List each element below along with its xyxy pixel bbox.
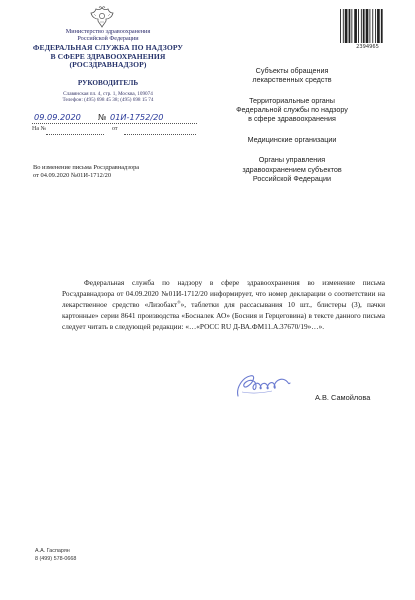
address-line: Славянская пл. 4, стр. 1, Москва, 109074 [63, 91, 153, 97]
barcode-bar [381, 9, 383, 43]
ministry-line: Российской Федерации [77, 35, 139, 43]
barcode-bar [369, 9, 370, 43]
signer-name: А.В. Самойлова [315, 393, 371, 402]
registration-line: 09.09.2020 № 01И-1752/20 [32, 112, 197, 124]
registration-date: 09.09.2020 [34, 112, 81, 122]
subject-line: Во изменение письма Росздравнадзора [33, 164, 140, 171]
service-name [28, 44, 188, 70]
service-line: (РОСЗДРАВНАДЗОР) [69, 60, 147, 70]
barcode-bar [343, 9, 344, 43]
addressee-item: Территориальные органы Федеральной службы по надзору в сфере здравоохранения [236, 95, 348, 124]
addressee-item: Медицинские организации [247, 134, 337, 144]
reference-number-label: На № [32, 126, 47, 132]
coat-of-arms-emblem-icon [90, 6, 114, 28]
barcode-bar [349, 9, 351, 43]
barcode-bar [377, 9, 380, 43]
letter-body: Федеральная служба по надзору в сфере здравоохранения во изменение письма Росздравнадзора от 04.09.2020 №01И-1712/20 информирует, что номер декларации о соответствии на лекарственное средство «Лизобакт®», таблетки для рассасывания 10 шт., блистеры (3), пачки картонные» серии 8641 производства «Босналек АО» (Босния и Герцеговина) в тексте данного письма следует читать в следующей редакции: «…«РОСС RU Д-ВА.ФМ11.А.37670/19»…». [62, 278, 386, 331]
barcode-bar [345, 9, 348, 43]
barcode-bar [366, 9, 369, 43]
ministry-name [28, 28, 188, 42]
head-title: РУКОВОДИТЕЛЬ [77, 79, 139, 87]
reference-date-label: от [112, 126, 118, 132]
barcode-number: 2394965 [356, 44, 379, 50]
registration-number: 01И-1752/20 [110, 112, 164, 122]
addressee-item: Субъекты обращения лекарственных средств [252, 66, 332, 85]
barcode-bar [340, 9, 341, 43]
barcode-bar [372, 9, 373, 43]
executor-phone: 8 (499) 578-0668 [35, 555, 77, 562]
service-line: ФЕДЕРАЛЬНАЯ СЛУЖБА ПО НАДЗОРУ [32, 43, 184, 52]
barcode [339, 9, 396, 43]
executor-name: А.А. Гаспарян [35, 548, 70, 554]
service-address [28, 92, 188, 104]
addressee-block [218, 66, 366, 194]
handwritten-signature [232, 368, 294, 404]
barcode-bar [363, 9, 365, 43]
ministry-line: Министерство здравоохранения [65, 28, 151, 35]
subject-line: от 04.09.2020 №01И-1712/20 [33, 172, 112, 180]
barcode-bar [351, 9, 352, 43]
reference-line [32, 126, 197, 136]
barcode-bar [354, 9, 357, 43]
address-line: Телефон: (495) 698 45 38; (495) 698 15 74 [62, 96, 154, 103]
service-line: В СФЕРЕ ЗДРАВООХРАНЕНИЯ [50, 51, 166, 61]
executor-info [35, 548, 76, 564]
barcode-bar [361, 9, 362, 43]
addressee-item: Органы управления здравоохранением субъектов Российской Федерации [242, 155, 342, 183]
registered-mark: ® [177, 299, 181, 305]
barcode-bar [358, 9, 359, 43]
barcode-bar [375, 9, 376, 43]
letter-subject [33, 164, 139, 181]
